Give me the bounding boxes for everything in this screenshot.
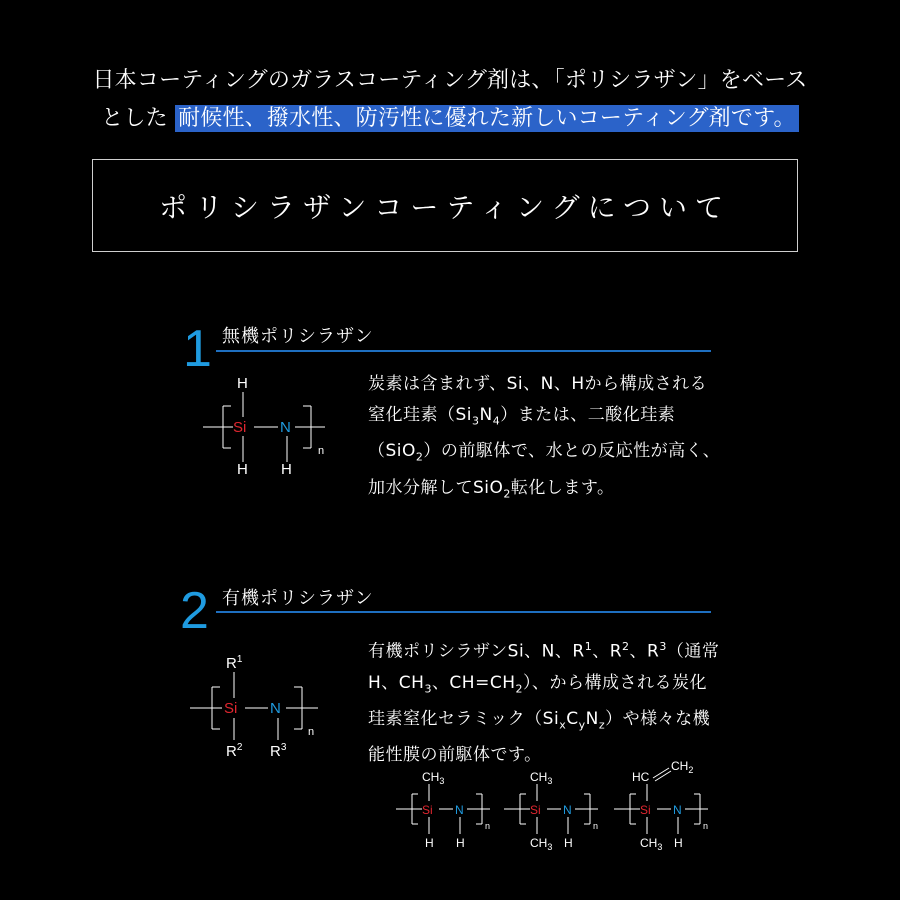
desc2-line1: 有機ポリシラザンSi、N、$R^1$、$R^2$、$R^3$（通常 <box>368 640 720 662</box>
section1-title: 無機ポリシラザン <box>222 326 374 347</box>
intro-text <box>0 62 900 138</box>
ex3-hc: HC <box>632 770 650 784</box>
ex1-n: N <box>455 803 464 817</box>
ex1-n-sub: n <box>485 821 491 831</box>
ex2-n: N <box>563 803 572 817</box>
ex3-ch3: $CH_3$ <box>640 836 663 852</box>
ex3-n-sub: n <box>703 821 709 831</box>
desc1-line1: 炭素は含まれず、Si、N、Hから構成される <box>368 374 708 394</box>
r2-group: $R^2$ <box>226 742 243 760</box>
desc1-line4: 加水分解してSiO$_2$転化します。 <box>368 477 615 501</box>
desc2-line4: 能性膜の前駆体です。 <box>368 745 542 766</box>
h-bottom-n: H <box>281 461 292 478</box>
section1-description <box>368 369 720 509</box>
r1-group: $R^1$ <box>226 654 243 672</box>
ex1-si: Si <box>422 803 433 817</box>
intro-line-1: 日本コーティングのガラスコーティング剤は、「ポリシラザン」をベース <box>92 68 808 93</box>
desc2-line3: 珪素窒化セラミック$(Si_xC_yN_z)$や様々な機 <box>368 709 711 732</box>
section1-formula <box>195 370 345 480</box>
section1-number: 1 <box>183 320 212 378</box>
h-bottom-si: H <box>237 461 248 478</box>
ex2-ch3-top: $CH_3$ <box>530 770 553 786</box>
section2-description <box>368 631 719 771</box>
section2-formula <box>182 648 332 768</box>
desc2-line2: H、$CH_3$、$CH=CH_2$）、から構成される炭化 <box>368 672 707 696</box>
ex2-h: H <box>564 836 573 850</box>
desc1-line3: （SiO$_2$）の前駆体で、水との反応性が高く、 <box>368 441 721 464</box>
r3-group: $R^3$ <box>270 742 287 760</box>
section-title: ポリシラザンコーティングについて <box>158 190 732 224</box>
subscript-n: n <box>318 445 325 457</box>
intro-line-2-plain: とした <box>101 106 168 131</box>
ex1-ch3: $CH_3$ <box>422 770 445 786</box>
section-title-box <box>92 159 798 252</box>
ex3-si: Si <box>640 803 651 817</box>
intro-highlight: 耐候性、撥水性、防汚性に優れた新しいコーティング剤です。 <box>175 105 799 132</box>
example-formulas <box>392 758 722 858</box>
section2-divider <box>216 611 711 613</box>
ex1-h2: H <box>456 836 465 850</box>
h-top: H <box>237 375 248 392</box>
section2-title: 有機ポリシラザン <box>222 588 374 609</box>
ex1-h1: H <box>425 836 434 850</box>
section1-divider <box>216 350 711 352</box>
ex2-n-sub: n <box>593 821 599 831</box>
section2-number: 2 <box>180 582 209 640</box>
n-atom: N <box>280 419 291 436</box>
si-atom: Si <box>224 700 238 717</box>
desc1-line2: 窒化珪素$(Si_3N_4)$または、二酸化珪素 <box>368 405 676 428</box>
subscript-n: n <box>308 726 315 738</box>
ex2-si: Si <box>530 803 541 817</box>
intro-line-2 <box>0 100 900 138</box>
ex3-ch2: $CH_2$ <box>671 759 694 775</box>
si-atom: Si <box>233 419 247 436</box>
ex3-h: H <box>674 836 683 850</box>
n-atom: N <box>270 700 281 717</box>
ex3-n: N <box>673 803 682 817</box>
ex2-ch3-bottom: $CH_3$ <box>530 836 553 852</box>
